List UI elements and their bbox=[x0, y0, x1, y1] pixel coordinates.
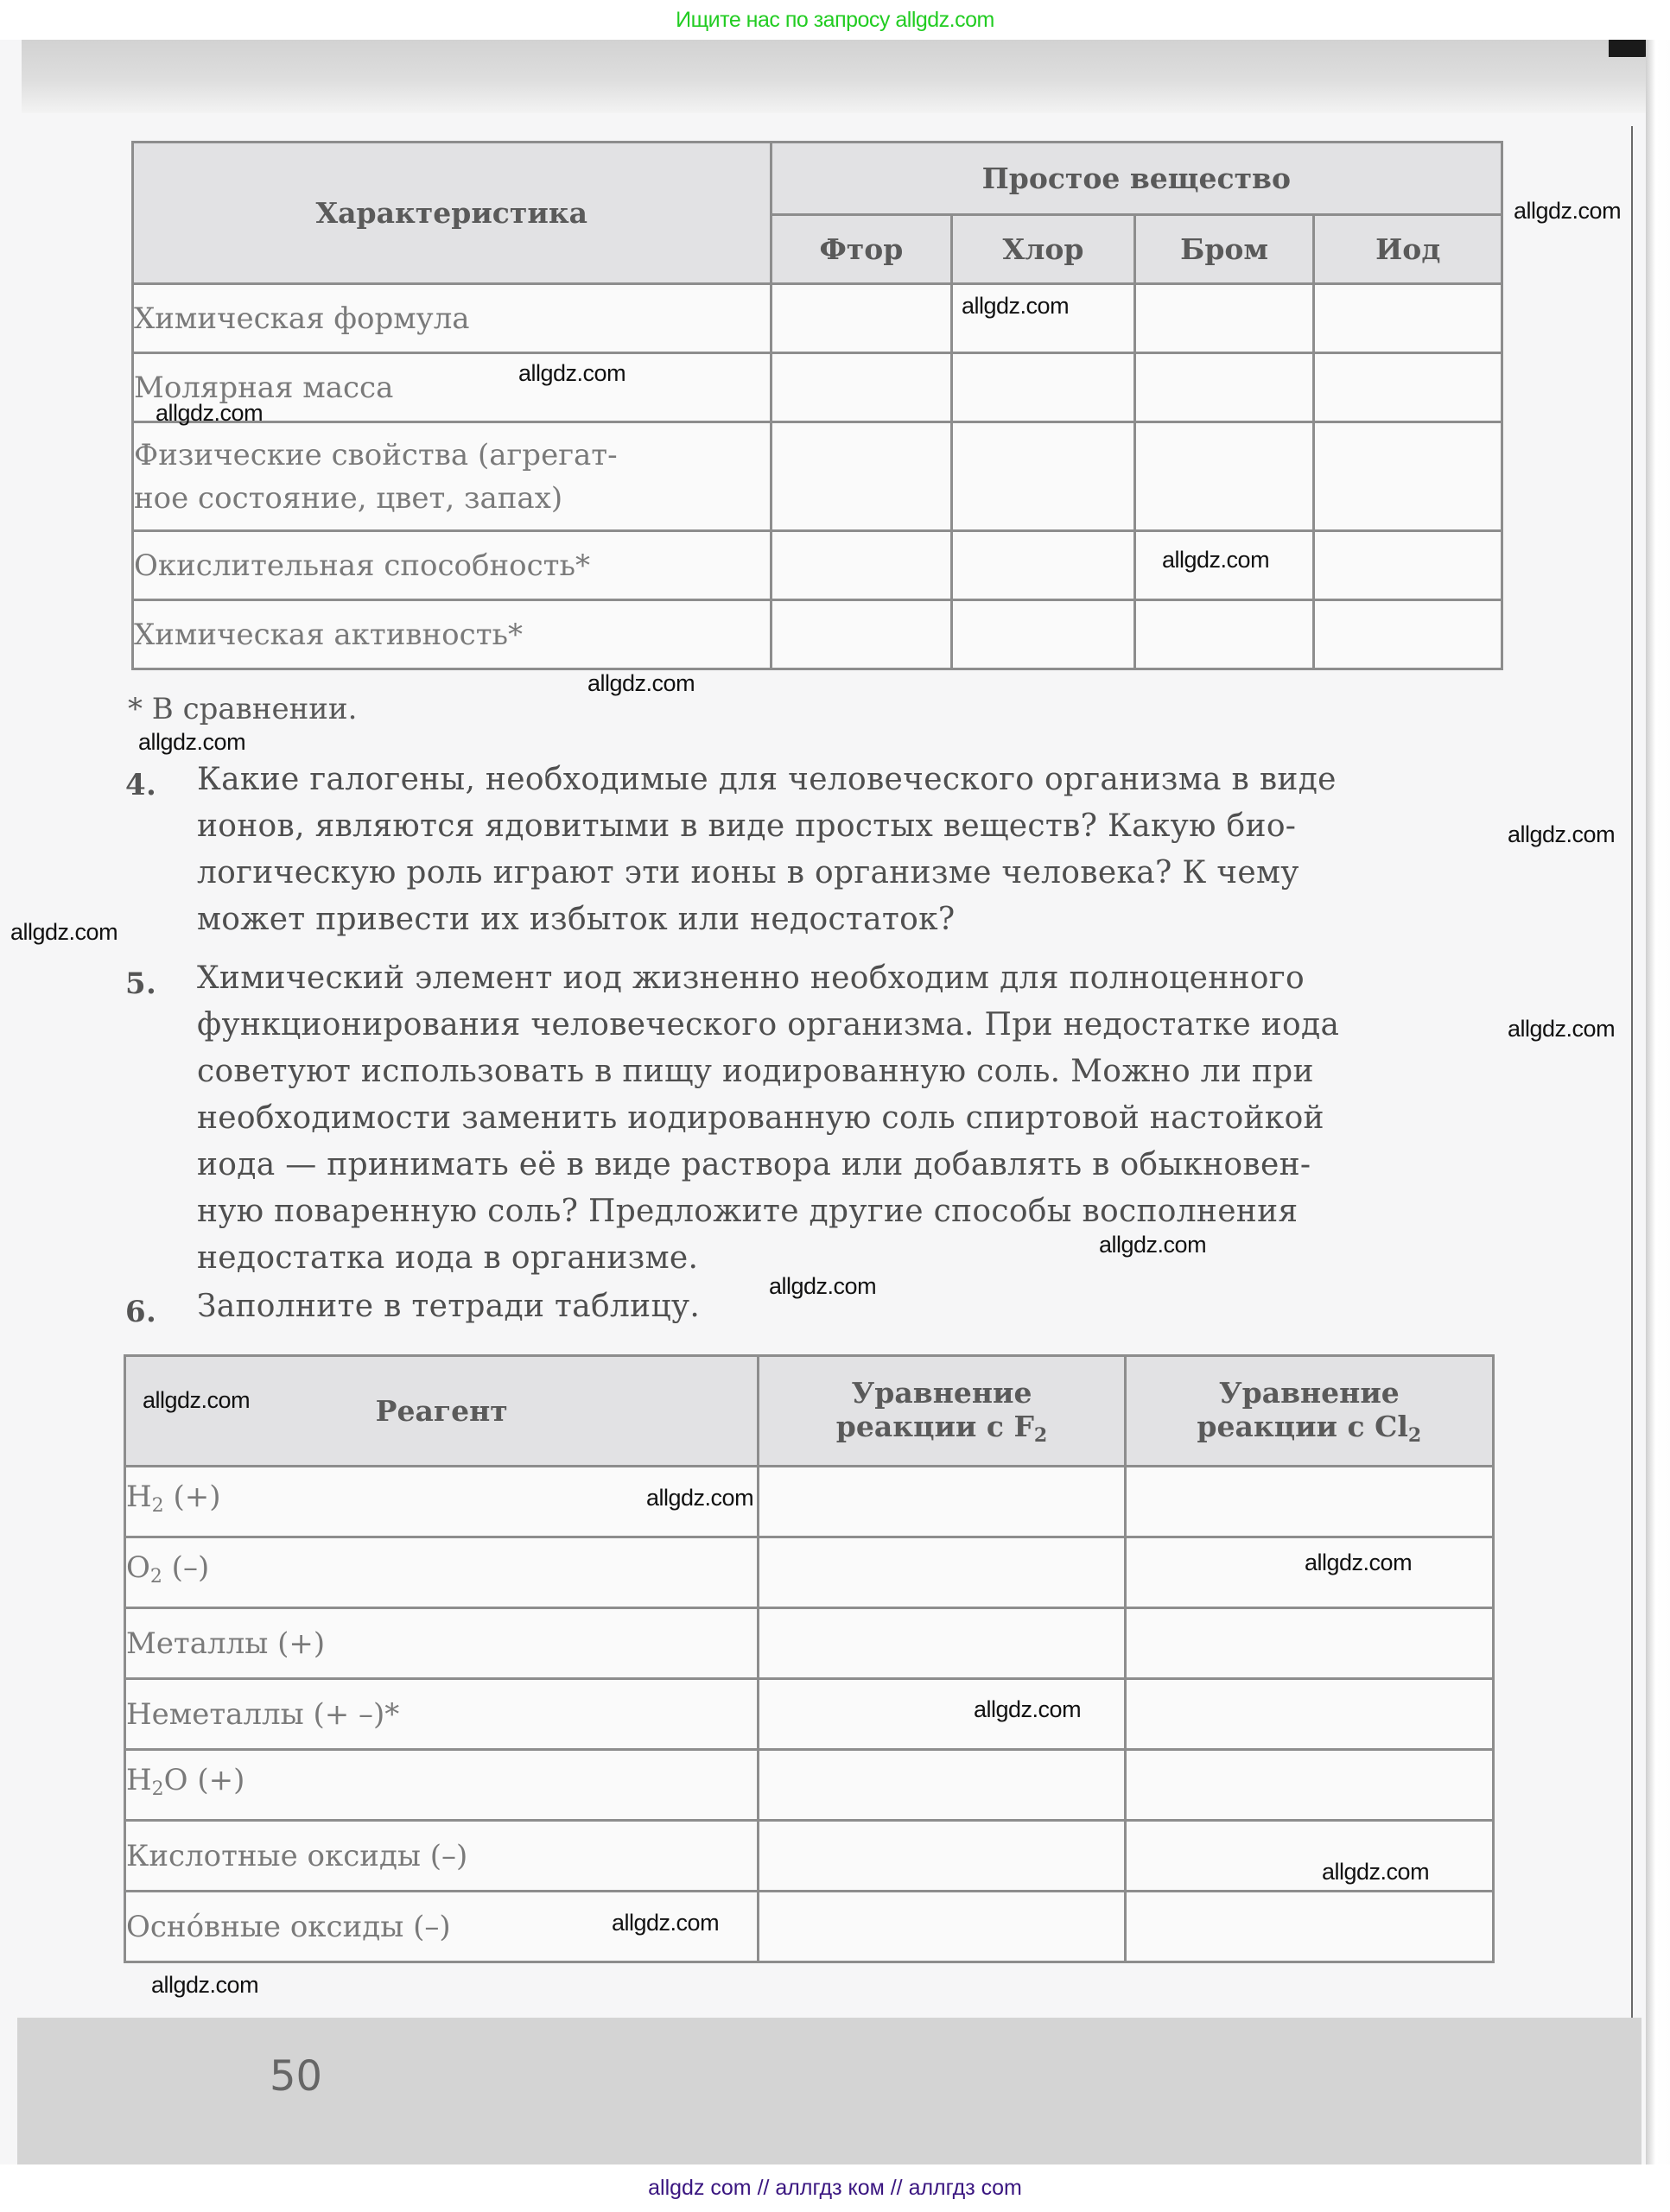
watermark: allgdz.com bbox=[138, 729, 246, 755]
cell bbox=[1314, 600, 1502, 669]
header-bromine: Бром bbox=[1134, 215, 1314, 284]
reagent-label bbox=[125, 1679, 759, 1750]
cell bbox=[771, 600, 952, 669]
question-text bbox=[197, 955, 1502, 1282]
text: Осно́вные оксиды (–) bbox=[126, 1909, 451, 1944]
cell bbox=[1134, 353, 1314, 422]
header-simple-substance: Простое вещество bbox=[771, 143, 1502, 215]
header-fluorine: Фтор bbox=[771, 215, 952, 284]
row-label: Химическая активность* bbox=[133, 600, 772, 669]
cell bbox=[1125, 1608, 1493, 1679]
cell bbox=[952, 353, 1135, 422]
row-label-line: ное состояние, цвет, запах) bbox=[134, 480, 563, 516]
header-line bbox=[759, 1410, 1123, 1447]
text-line: Химический элемент иод жизненно необходим для полноценного bbox=[197, 960, 1305, 996]
cell bbox=[1314, 422, 1502, 531]
header-text: реакции с Cl bbox=[1197, 1409, 1408, 1443]
watermark: allgdz.com bbox=[1305, 1550, 1413, 1575]
cell bbox=[759, 1821, 1125, 1892]
watermark: allgdz.com bbox=[1162, 547, 1270, 573]
table-row bbox=[125, 1821, 1494, 1892]
cell bbox=[759, 1750, 1125, 1821]
text-line: может привести их избыток или недостаток? bbox=[197, 902, 956, 937]
row-label bbox=[133, 422, 772, 531]
cell bbox=[1314, 353, 1502, 422]
page-spine bbox=[1631, 126, 1633, 2113]
watermark: allgdz.com bbox=[10, 919, 118, 945]
cell bbox=[1314, 284, 1502, 353]
text: O bbox=[126, 1550, 150, 1585]
cell bbox=[759, 1467, 1125, 1537]
reagent-label bbox=[125, 1750, 759, 1821]
cell bbox=[1125, 1467, 1493, 1537]
cell bbox=[759, 1608, 1125, 1679]
table-row bbox=[125, 1750, 1494, 1821]
text: H bbox=[126, 1480, 152, 1514]
cell bbox=[771, 284, 952, 353]
text-line: иода — принимать её в виде раствора или добавлять в обыкновен- bbox=[197, 1147, 1311, 1182]
page-number: 50 bbox=[270, 2052, 323, 2101]
text-line: функционирования человеческого организма. При недостатке иода bbox=[197, 1007, 1340, 1043]
cell bbox=[1134, 600, 1314, 669]
watermark: allgdz.com bbox=[143, 1387, 251, 1413]
cell bbox=[1134, 284, 1314, 353]
halogens-properties-table bbox=[131, 141, 1503, 670]
reagent-label bbox=[125, 1537, 759, 1608]
cell bbox=[771, 531, 952, 600]
watermark: allgdz.com bbox=[156, 400, 264, 426]
subscript: 2 bbox=[151, 1778, 164, 1800]
text: Кислотные оксиды (–) bbox=[126, 1838, 468, 1873]
header-iodine: Иод bbox=[1314, 215, 1502, 284]
text-line: логическую роль играют эти ионы в организме человека? К чему bbox=[197, 855, 1299, 891]
question-number: 5. bbox=[125, 967, 157, 1001]
text: (–) bbox=[162, 1550, 210, 1585]
header-text: реакции с F bbox=[835, 1409, 1034, 1443]
text: Металлы (+) bbox=[126, 1626, 326, 1661]
text-line: Какие галогены, необходимые для человеческого организма в виде bbox=[197, 762, 1337, 797]
top-search-banner[interactable]: Ищите нас по запросу allgdz.com bbox=[0, 0, 1670, 40]
cell bbox=[1125, 1750, 1493, 1821]
row-label-line: Физические свойства (агрегат- bbox=[134, 437, 618, 472]
scanned-page bbox=[0, 40, 1670, 2164]
table-row bbox=[125, 1467, 1494, 1537]
bottom-banner[interactable]: allgdz com // аллгдз ком // аллгдз com bbox=[0, 2164, 1670, 2212]
table-row bbox=[133, 284, 1502, 353]
cell bbox=[1125, 1679, 1493, 1750]
watermark: allgdz.com bbox=[587, 670, 695, 696]
header-reaction-f2 bbox=[759, 1356, 1125, 1467]
text: H bbox=[126, 1763, 152, 1797]
table-row bbox=[125, 1679, 1494, 1750]
header-reaction-cl2 bbox=[1125, 1356, 1493, 1467]
table-row bbox=[133, 531, 1502, 600]
question-number: 4. bbox=[125, 768, 157, 802]
footnote: * В сравнении. bbox=[128, 692, 358, 726]
page-bottom-shadow bbox=[17, 2018, 1641, 2164]
subscript: 2 bbox=[149, 1566, 162, 1588]
header-characteristic: Характеристика bbox=[133, 143, 772, 284]
text-line: ионов, являются ядовитыми в виде простых веществ? Какую био- bbox=[197, 808, 1297, 844]
table-row bbox=[133, 353, 1502, 422]
subscript: 2 bbox=[1407, 1423, 1422, 1447]
page-right-edge bbox=[1646, 40, 1670, 2164]
cell bbox=[759, 1537, 1125, 1608]
text-line: недостатка иода в организме. bbox=[197, 1240, 699, 1276]
text-line: Заполните в тетради таблицу. bbox=[197, 1289, 701, 1324]
header-chlorine: Хлор bbox=[952, 215, 1135, 284]
question-number: 6. bbox=[125, 1295, 157, 1329]
cell bbox=[1125, 1892, 1493, 1962]
subscript: 2 bbox=[1033, 1423, 1048, 1447]
watermark: allgdz.com bbox=[1508, 1016, 1616, 1042]
text-line: советуют использовать в пищу иодированную соль. Можно ли при bbox=[197, 1054, 1314, 1089]
watermark: allgdz.com bbox=[646, 1485, 754, 1511]
cell bbox=[759, 1892, 1125, 1962]
text: O (+) bbox=[163, 1763, 245, 1797]
question-text bbox=[197, 757, 1502, 943]
text-line: необходимости заменить иодированную соль спиртовой настойкой bbox=[197, 1100, 1324, 1136]
cell bbox=[771, 422, 952, 531]
reagent-label bbox=[125, 1608, 759, 1679]
table-row bbox=[125, 1537, 1494, 1608]
page-top-shadow bbox=[22, 40, 1654, 113]
watermark: allgdz.com bbox=[1514, 198, 1622, 224]
header-reagent: Реагент bbox=[125, 1356, 759, 1467]
row-label: Химическая формула bbox=[133, 284, 772, 353]
reagents-reactions-table bbox=[124, 1354, 1495, 1963]
text: Неметаллы (+ –)* bbox=[126, 1696, 400, 1732]
watermark: allgdz.com bbox=[1508, 821, 1616, 847]
watermark: allgdz.com bbox=[769, 1273, 877, 1299]
cell bbox=[1125, 1821, 1493, 1892]
header-line bbox=[1127, 1410, 1492, 1447]
header-line: Уравнение bbox=[851, 1375, 1032, 1410]
cell bbox=[952, 422, 1135, 531]
row-label: Молярная масса bbox=[133, 353, 772, 422]
watermark: allgdz.com bbox=[962, 293, 1070, 319]
watermark: allgdz.com bbox=[151, 1972, 259, 1998]
table-row bbox=[125, 1892, 1494, 1962]
subscript: 2 bbox=[151, 1495, 164, 1517]
header-line: Уравнение bbox=[1218, 1375, 1400, 1410]
table-row bbox=[125, 1608, 1494, 1679]
text: (+) bbox=[163, 1480, 221, 1514]
row-label: Окислительная способность* bbox=[133, 531, 772, 600]
text-line: ную поваренную соль? Предложите другие способы восполнения bbox=[197, 1194, 1299, 1229]
cell bbox=[952, 531, 1135, 600]
watermark: allgdz.com bbox=[1099, 1232, 1207, 1258]
cell bbox=[771, 353, 952, 422]
watermark: allgdz.com bbox=[612, 1910, 720, 1936]
watermark: allgdz.com bbox=[1322, 1859, 1430, 1885]
cell bbox=[1134, 422, 1314, 531]
watermark: allgdz.com bbox=[974, 1696, 1082, 1722]
cell bbox=[1314, 531, 1502, 600]
table-row bbox=[133, 422, 1502, 531]
reagent-label bbox=[125, 1821, 759, 1892]
watermark: allgdz.com bbox=[518, 360, 626, 386]
cell bbox=[952, 600, 1135, 669]
table-row bbox=[133, 600, 1502, 669]
